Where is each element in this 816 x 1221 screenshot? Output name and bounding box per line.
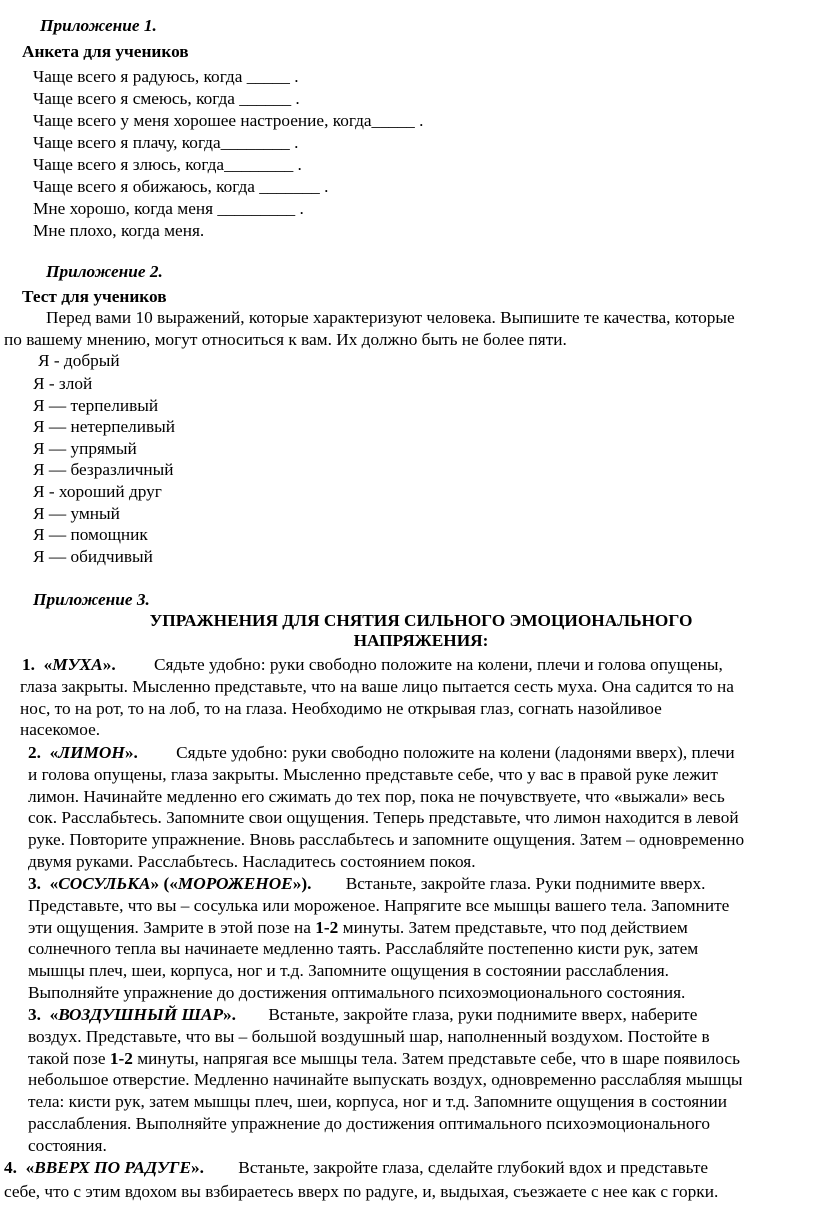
exercise-text-line — [28, 1048, 742, 1070]
quote-open: « — [49, 874, 59, 893]
test-intro-line-1: Перед вами 10 выражений, которые характеризуют человека. Выпишите те качества, которые — [46, 308, 735, 327]
exercise-fly — [22, 654, 734, 741]
exercise-text-line: воздух. Представьте, что вы – большой воздушный шар, наполненный воздухом. Постойте в — [28, 1026, 710, 1046]
appendix-3-heading: Приложение 3. — [33, 590, 150, 609]
quote-close: »). — [292, 874, 312, 893]
exercises-title-line: НАПРЯЖЕНИЯ: — [353, 631, 489, 650]
exercise-text-line: насекомое. — [20, 720, 101, 740]
list-item: Я — безразличный — [33, 460, 174, 480]
exercise-text-line: небольшое отверстие. Медленно начинайте выпускать воздух, одновременно расслабляя мышцы — [28, 1070, 743, 1090]
exercise-text-line: тела: кисти рук, затем мышцы плеч, шеи, корпуса, ног и т.д. Запомните ощущения в состоянии — [28, 1092, 727, 1112]
quote-close: ». — [191, 1158, 204, 1177]
exercise-name: ЛИМОН — [58, 743, 125, 762]
exercise-text-line: двумя руками. Расслабьтесь. Насладитесь состоянием покоя. — [28, 851, 476, 871]
list-item: Мне хорошо, когда меня _________ . — [33, 199, 304, 218]
quote-open: « — [43, 655, 53, 674]
quote-open: « — [49, 1005, 59, 1024]
exercise-number: 3. — [28, 1005, 41, 1024]
exercise-number: 1. — [22, 655, 35, 674]
exercise-first-line — [28, 742, 744, 764]
list-item: Я — помощник — [33, 525, 148, 545]
exercise-first-line — [28, 1004, 742, 1026]
list-item: Я — терпеливый — [33, 395, 159, 415]
list-item: Мне плохо, когда меня. — [33, 221, 205, 240]
exercise-icicle — [28, 873, 729, 1004]
list-item: Чаще всего я обижаюсь, когда _______ . — [33, 177, 329, 196]
exercise-name: СОСУЛЬКА — [58, 874, 151, 893]
exercise-balloon — [28, 1004, 742, 1157]
list-item: Чаще всего я радуюсь, когда _____ . — [33, 67, 299, 86]
quote-open: « — [25, 1158, 35, 1177]
questionnaire-title: Анкета для учеников — [22, 42, 189, 61]
exercise-text-line: Представьте, что вы – сосулька или мороженое. Напрягите все мышцы вашего тела. Запомните — [28, 895, 730, 915]
exercise-lemon — [28, 742, 744, 873]
exercise-text-line: солнечного тепла вы начинаете медленно таять. Расслабляйте постепенно кисти рук, затем — [28, 939, 699, 959]
list-item: Я — упрямый — [33, 438, 137, 458]
quote-mid: » (« — [150, 874, 178, 893]
exercise-rainbow — [4, 1156, 718, 1204]
exercise-name-alt: МОРОЖЕНОЕ — [177, 874, 293, 893]
quote-close: ». — [223, 1005, 236, 1024]
appendix-1-heading: Приложение 1. — [40, 16, 157, 35]
text-segment: такой позе — [28, 1048, 110, 1068]
exercise-text: Встаньте, закройте глаза, сделайте глубокий вдох и представьте — [238, 1158, 709, 1177]
exercise-text-line: расслабления. Выполняйте упражнение до достижения оптимального психоэмоционального — [28, 1113, 710, 1133]
exercises-title — [0, 611, 816, 651]
exercise-name: ВВЕРХ ПО РАДУГЕ — [34, 1158, 191, 1177]
exercise-text: Встаньте, закройте глаза. Руки поднимите вверх. — [345, 874, 706, 893]
appendix-2-heading: Приложение 2. — [46, 262, 163, 281]
quote-close: ». — [102, 655, 116, 674]
list-item: Чаще всего у меня хорошее настроение, когда_____ . — [33, 111, 424, 130]
exercise-text-line: себе, что с этим вдохом вы взбираетесь вверх по радуге, и, выдыхая, съезжаете с нее как с горки. — [4, 1182, 719, 1201]
exercise-text: Сядьте удобно: руки свободно положите на колени (ладонями вверх), плечи — [176, 743, 735, 762]
exercise-text-line: Выполняйте упражнение до достижения оптимального психоэмоционального состояния. — [28, 982, 686, 1002]
quote-open: « — [49, 743, 59, 762]
exercise-name: МУХА — [52, 655, 103, 674]
test-intro-line-2: по вашему мнению, могут относиться к вам. Их должно быть не более пяти. — [4, 330, 567, 349]
exercise-number: 3. — [28, 874, 41, 893]
text-segment: эти ощущения. Замрите в этой позе на — [28, 917, 316, 937]
exercise-text-line: мышцы плеч, шеи, корпуса, ног и т.д. Запомните ощущения в состоянии расслабления. — [28, 961, 669, 981]
quote-close: ». — [124, 743, 138, 762]
exercise-text-line: лимон. Начинайте медленно его сжимать до тех пор, пока не почувствуете, что «выжали» весь — [28, 786, 725, 806]
exercise-text-line: глаза закрыты. Мысленно представьте, что на ваше лицо пытается сесть муха. Она садится то на — [20, 676, 734, 696]
exercise-text-line: сок. Расслабьтесь. Запомните свои ощущения. Теперь представьте, что лимон находится в левой — [28, 808, 739, 828]
questionnaire-list — [33, 66, 423, 242]
exercise-name: ВОЗДУШНЫЙ ШАР — [58, 1005, 224, 1024]
list-item: Я - злой — [33, 374, 93, 393]
text-segment: минуты, напрягая все мышцы тела. Затем представьте себе, что в шаре появилось — [132, 1048, 740, 1068]
exercise-text: Встаньте, закройте глаза, руки поднимите вверх, наберите — [268, 1005, 698, 1024]
list-item: Я - хороший друг — [33, 481, 162, 501]
exercise-text: Сядьте удобно: руки свободно положите на колени, плечи и голова опущены, — [154, 655, 723, 674]
exercise-text-line: состояния. — [28, 1135, 107, 1155]
list-item: Чаще всего я злюсь, когда________ . — [33, 155, 302, 174]
text-segment: минуты. Затем представьте, что под действием — [338, 917, 688, 937]
exercise-number: 4. — [4, 1158, 17, 1177]
list-item: Я — нетерпеливый — [33, 417, 176, 437]
exercise-number: 2. — [28, 743, 41, 762]
exercise-first-line — [28, 873, 729, 895]
list-item: Я - добрый — [38, 351, 120, 370]
test-title: Тест для учеников — [22, 287, 167, 306]
minutes-value: 1-2 — [315, 917, 339, 937]
list-item: Я — обидчивый — [33, 546, 153, 566]
exercise-first-line — [4, 1156, 718, 1180]
exercise-text-line: нос, то на рот, то на лоб, то на глаза. Необходимо не открывая глаз, согнать назойливое — [20, 698, 662, 718]
exercise-text-line: и голова опущены, глаза закрыты. Мысленно представьте себе, что у вас в правой руке лежит — [28, 764, 718, 784]
list-item: Я — умный — [33, 503, 120, 523]
minutes-value: 1-2 — [109, 1048, 133, 1068]
exercise-text-line — [28, 917, 729, 939]
exercise-text-line: руке. Повторите упражнение. Вновь расслабьтесь и запомните ощущения. Затем – одновременно — [28, 830, 745, 850]
list-item: Чаще всего я плачу, когда________ . — [33, 133, 299, 152]
exercise-first-line — [22, 654, 734, 676]
list-item: Чаще всего я смеюсь, когда ______ . — [33, 89, 300, 108]
exercises-title-line: УПРАЖНЕНИЯ ДЛЯ СНЯТИЯ СИЛЬНОГО ЭМОЦИОНАЛЬНОГО — [149, 611, 693, 630]
test-list — [33, 373, 175, 567]
